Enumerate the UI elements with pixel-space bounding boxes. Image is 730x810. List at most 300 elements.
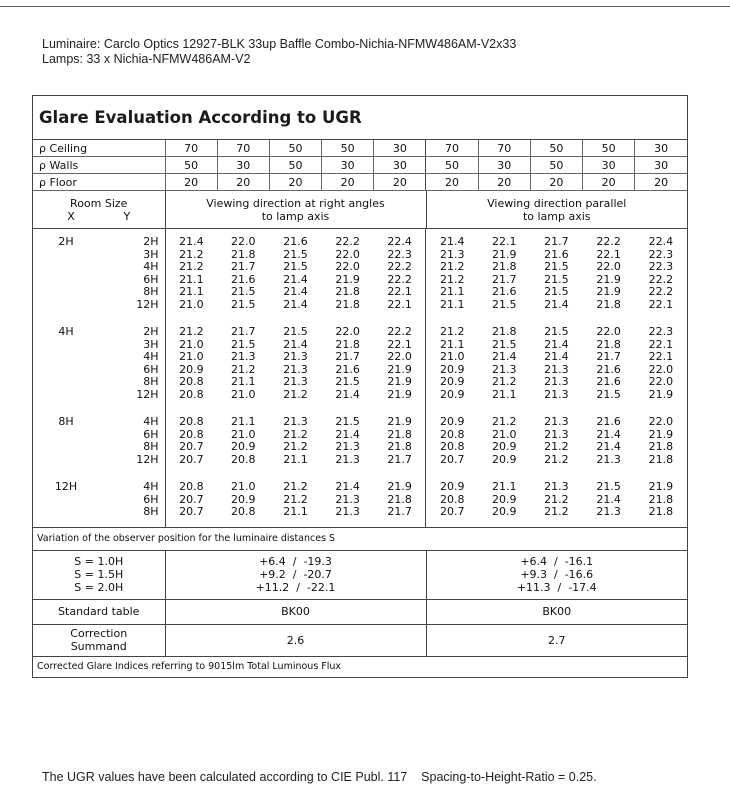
- ugr-value: 22.1: [648, 337, 674, 351]
- table-row: [33, 319, 687, 339]
- table-row: [33, 261, 687, 274]
- ugr-value: 22.2: [596, 235, 621, 248]
- ugr-value: 22.3: [648, 325, 674, 338]
- spacing-value: +6.4 / -19.3: [259, 555, 332, 568]
- ugr-value: 21.2: [179, 260, 204, 273]
- ugr-value: 21.0: [179, 297, 204, 311]
- ugr-value: 21.6: [596, 375, 621, 388]
- ugr-value: 21.0: [179, 337, 204, 351]
- ugr-value: 21.0: [491, 427, 517, 441]
- table-row: [33, 429, 687, 442]
- ugr-value: 21.4: [335, 427, 360, 441]
- view-parallel-line1: Viewing direction parallel: [487, 196, 627, 210]
- ugr-value: 21.2: [179, 247, 204, 261]
- ugr-value: 21.3: [283, 362, 308, 376]
- reflectance-value: 50: [583, 140, 635, 157]
- reflectance-value: 20: [583, 174, 635, 191]
- room-x-value: [33, 364, 99, 377]
- ugr-value: 22.1: [374, 339, 426, 352]
- ugr-value: 22.3: [648, 260, 674, 273]
- room-y-value: 8H: [99, 506, 165, 527]
- ugr-value: 21.8: [231, 247, 256, 261]
- ugr-value: 21.5: [231, 297, 256, 311]
- reflectance-value: 70: [426, 140, 478, 157]
- table-row: [33, 506, 687, 527]
- ugr-value: 21.1: [231, 375, 256, 388]
- ugr-value: 21.4: [179, 235, 204, 248]
- room-y-value: 4H: [99, 474, 165, 494]
- room-x-value: 2H: [58, 235, 74, 248]
- ugr-value: 22.0: [596, 325, 621, 338]
- room-y-value: 12H: [99, 454, 165, 475]
- spacing-label: S = 1.5H: [74, 568, 124, 581]
- reflectance-table: [33, 140, 687, 191]
- ugr-value: 21.3: [440, 247, 465, 261]
- room-y-value: 6H: [99, 429, 165, 442]
- ugr-value: 20.8: [231, 505, 256, 518]
- ugr-value: 21.9: [374, 389, 426, 410]
- ugr-value: 21.2: [283, 492, 308, 506]
- ugr-value: 21.3: [544, 387, 569, 401]
- ugr-value: 22.0: [648, 415, 674, 428]
- table-row: [33, 286, 687, 299]
- ugr-value: 20.7: [440, 505, 465, 518]
- ugr-value: 21.5: [596, 480, 621, 493]
- reflectance-row: [33, 174, 687, 191]
- ugr-value: 21.9: [596, 272, 621, 286]
- ugr-value: 21.2: [544, 505, 569, 518]
- standard-parallel: BK00: [426, 599, 687, 624]
- reflectance-value: 20: [165, 174, 217, 191]
- ugr-value: 20.8: [440, 440, 465, 453]
- reflectance-label: ρ Walls: [33, 157, 165, 174]
- ugr-value: 21.9: [374, 364, 426, 377]
- reflectance-row: [33, 140, 687, 157]
- ugr-value: 21.4: [335, 387, 360, 401]
- ugr-value: 20.8: [440, 492, 465, 506]
- table-row: [33, 494, 687, 507]
- spacing-value: +11.3 / -17.4: [516, 581, 597, 594]
- ugr-value: 21.1: [283, 452, 308, 466]
- ugr-value: 22.0: [335, 247, 360, 261]
- reflectance-value: 20: [530, 174, 582, 191]
- ugr-value: 21.5: [335, 415, 360, 428]
- ugr-value: 21.5: [283, 247, 308, 261]
- spacing-value: +11.2 / -22.1: [255, 581, 336, 594]
- table-row: [33, 249, 687, 262]
- table-row: [33, 474, 687, 494]
- ugr-value: 22.3: [374, 249, 426, 262]
- ugr-value: 21.4: [544, 337, 569, 351]
- lamps-line: Lamps: 33 x Nichia-NFMW486AM-V2: [42, 52, 251, 66]
- room-y-value: 2H: [99, 319, 165, 339]
- reflectance-value: 50: [165, 157, 217, 174]
- ugr-value: 20.8: [440, 427, 465, 441]
- room-y-value: 8H: [99, 286, 165, 299]
- reflectance-value: 50: [530, 140, 582, 157]
- ugr-value: 21.7: [544, 235, 569, 248]
- ugr-value: 22.0: [374, 351, 426, 364]
- room-x-value: [33, 286, 99, 299]
- ugr-value: 21.1: [440, 297, 465, 311]
- ugr-card: [32, 95, 688, 678]
- reflectance-value: 30: [322, 157, 374, 174]
- ugr-value: 21.6: [544, 247, 569, 261]
- ugr-value: 21.1: [179, 285, 204, 298]
- ugr-value: 21.7: [596, 350, 621, 363]
- room-x-value: [33, 454, 99, 475]
- ugr-value: 21.3: [335, 440, 360, 453]
- room-y-value: 12H: [99, 389, 165, 410]
- ugr-value: 20.7: [179, 440, 204, 453]
- room-y-value: 4H: [99, 409, 165, 429]
- ugr-value: 22.0: [335, 260, 360, 273]
- ugr-value: 22.0: [648, 362, 674, 376]
- ugr-value: 21.6: [283, 235, 308, 248]
- ugr-value: 20.7: [179, 452, 204, 466]
- reflectance-value: 30: [217, 157, 269, 174]
- ugr-value: 21.2: [283, 440, 308, 453]
- reflectance-value: 20: [322, 174, 374, 191]
- ugr-value: 21.4: [283, 297, 308, 311]
- ugr-value: 21.0: [231, 387, 256, 401]
- ugr-value: 21.3: [544, 427, 569, 441]
- ugr-value: 21.3: [335, 492, 360, 506]
- ugr-value: 21.5: [544, 285, 569, 298]
- room-size-cell: [33, 191, 165, 229]
- ugr-value: 20.7: [179, 492, 204, 506]
- ugr-value: 21.5: [335, 375, 360, 388]
- ugr-value: 21.9: [491, 247, 517, 261]
- reflectance-value: 50: [426, 157, 478, 174]
- spacing-table: [33, 551, 687, 599]
- reflectance-value: 30: [374, 157, 426, 174]
- view-right-angles: [165, 191, 426, 229]
- ugr-value: 21.7: [374, 454, 426, 475]
- reflectance-value: 30: [583, 157, 635, 174]
- room-x-value: [33, 441, 99, 454]
- ugr-value: 21.4: [283, 285, 308, 298]
- ugr-value: 21.5: [544, 272, 569, 286]
- ugr-value: 20.7: [179, 505, 204, 518]
- ugr-value: 21.1: [283, 505, 308, 518]
- ugr-value: 21.2: [440, 272, 465, 286]
- ugr-value: 22.0: [648, 375, 674, 388]
- view-parallel-line2: to lamp axis: [522, 209, 591, 223]
- ugr-value: 21.9: [648, 480, 674, 493]
- room-x-value: [33, 376, 99, 389]
- ugr-value: 21.0: [440, 350, 465, 363]
- ugr-value: 21.2: [283, 387, 308, 401]
- standard-table-label: Standard table: [33, 599, 165, 624]
- ugr-value: 21.2: [283, 480, 308, 493]
- calculation-note: The UGR values have been calculated according to CIE Publ. 117 Spacing-to-Height-Ratio = 0.25.: [42, 770, 597, 784]
- ugr-value: 21.3: [544, 480, 569, 493]
- ugr-value: 21.9: [596, 285, 621, 298]
- reflectance-value: 70: [165, 140, 217, 157]
- ugr-value: 22.2: [374, 319, 426, 339]
- ugr-value: 21.4: [544, 297, 569, 311]
- room-y-value: 2H: [99, 229, 165, 249]
- top-rule: [0, 0, 730, 7]
- ugr-value: 21.2: [544, 492, 569, 506]
- ugr-value: 21.5: [491, 337, 517, 351]
- room-x-value: [33, 339, 99, 352]
- ugr-value: 21.9: [374, 474, 426, 494]
- table-row: [33, 339, 687, 352]
- ugr-value: 21.3: [335, 452, 360, 466]
- flux-footnote: Corrected Glare Indices referring to 9015lm Total Luminous Flux: [33, 656, 687, 677]
- room-y-value: 4H: [99, 351, 165, 364]
- ugr-value: 21.1: [440, 285, 465, 298]
- ugr-value: 22.1: [648, 350, 674, 363]
- room-y-value: 6H: [99, 364, 165, 377]
- ugr-value: 20.9: [231, 492, 256, 506]
- table-row: [33, 364, 687, 377]
- spacing-label: S = 2.0H: [74, 581, 124, 594]
- ugr-value: 21.2: [440, 260, 465, 273]
- ugr-value: 20.9: [491, 452, 517, 466]
- ugr-value: 21.3: [283, 375, 308, 388]
- room-x-label: X: [67, 209, 75, 223]
- table-row: [33, 409, 687, 429]
- ugr-value: 21.3: [596, 452, 621, 466]
- room-y-value: 6H: [99, 494, 165, 507]
- luminaire-header: [42, 37, 516, 67]
- room-x-value: [33, 429, 99, 442]
- ugr-value: 21.5: [231, 337, 256, 351]
- ugr-value: 21.2: [544, 440, 569, 453]
- ugr-value: 21.4: [544, 350, 569, 363]
- correction-label: [33, 624, 165, 656]
- reflectance-value: 50: [269, 157, 321, 174]
- ugr-value: 21.4: [596, 492, 621, 506]
- ugr-value: 21.3: [544, 375, 569, 388]
- ugr-value: 21.8: [374, 429, 426, 442]
- ugr-value: 20.8: [231, 452, 256, 466]
- ugr-value: 20.7: [440, 452, 465, 466]
- ugr-value: 21.9: [648, 427, 674, 441]
- table-row: [33, 351, 687, 364]
- ugr-value: 20.9: [440, 387, 465, 401]
- reflectance-value: 50: [269, 140, 321, 157]
- ugr-value: 20.9: [440, 480, 465, 493]
- ugr-value: 21.4: [596, 440, 621, 453]
- room-x-value: [33, 351, 99, 364]
- ugr-value: 21.2: [544, 452, 569, 466]
- room-y-value: 6H: [99, 274, 165, 287]
- ugr-value: 20.8: [179, 427, 204, 441]
- ugr-value: 21.8: [335, 285, 360, 298]
- ugr-value: 21.6: [596, 415, 621, 428]
- ugr-value: 21.8: [596, 297, 621, 311]
- ugr-value: 21.0: [231, 480, 256, 493]
- ugr-value: 21.0: [231, 427, 256, 441]
- ugr-value: 20.8: [179, 387, 204, 401]
- ugr-value: 21.8: [491, 325, 517, 338]
- ugr-value: 22.2: [648, 272, 674, 286]
- spacing-value: +6.4 / -16.1: [520, 555, 594, 568]
- ugr-value: 22.4: [648, 235, 674, 248]
- table-row: [33, 376, 687, 389]
- ugr-value: 21.6: [231, 272, 256, 286]
- room-y-value: 3H: [99, 339, 165, 352]
- ugr-value: 21.4: [335, 480, 360, 493]
- reflectance-row: [33, 157, 687, 174]
- room-x-value: 8H: [58, 415, 74, 428]
- ugr-value: 22.0: [335, 325, 360, 338]
- ugr-value: 22.1: [374, 299, 426, 320]
- ugr-value: 20.9: [491, 440, 517, 453]
- room-y-value: 3H: [99, 249, 165, 262]
- ugr-value: 21.4: [440, 235, 465, 248]
- ugr-value: 21.9: [648, 387, 674, 401]
- ugr-value: 21.3: [544, 415, 569, 428]
- ugr-value: 21.1: [491, 480, 517, 493]
- room-size-label: Room Size: [70, 196, 128, 210]
- ugr-value: 20.9: [440, 362, 465, 376]
- view-parallel: [426, 191, 687, 229]
- spacing-value: +9.3 / -16.6: [520, 568, 594, 581]
- standard-table: [33, 599, 687, 656]
- ugr-value: 21.4: [283, 272, 308, 286]
- ugr-value: 22.1: [491, 235, 517, 248]
- ugr-value: 21.1: [179, 272, 204, 286]
- ugr-value: 21.9: [374, 376, 426, 389]
- ugr-value: 21.8: [648, 492, 674, 506]
- reflectance-value: 30: [478, 157, 530, 174]
- ugr-value: 21.5: [544, 260, 569, 273]
- view-right-line1: Viewing direction at right angles: [206, 196, 385, 210]
- ugr-value: 22.4: [374, 229, 426, 249]
- reflectance-value: 30: [635, 140, 687, 157]
- ugr-value: 21.1: [491, 387, 517, 401]
- room-y-label: Y: [123, 209, 131, 223]
- ugr-value: 21.9: [374, 409, 426, 429]
- table-row: [33, 389, 687, 410]
- ugr-value: 21.3: [335, 505, 360, 518]
- reflectance-value: 70: [478, 140, 530, 157]
- ugr-value: 21.8: [374, 441, 426, 454]
- room-x-value: [33, 494, 99, 507]
- ugr-value: 20.8: [179, 480, 204, 493]
- reflectance-label: ρ Floor: [33, 174, 165, 191]
- spacing-labels: [33, 551, 165, 599]
- ugr-value: 21.2: [491, 375, 517, 388]
- standard-right: BK00: [165, 599, 426, 624]
- correction-label-line1: Correction: [70, 627, 128, 640]
- ugr-value: 22.1: [648, 297, 674, 311]
- ugr-value: 21.2: [440, 325, 465, 338]
- spacing-value: +9.2 / -20.7: [259, 568, 332, 581]
- card-title: Glare Evaluation According to UGR: [33, 96, 687, 140]
- ugr-value: 21.1: [231, 415, 256, 428]
- ugr-value: 21.7: [374, 506, 426, 527]
- luminaire-line: Luminaire: Carclo Optics 12927-BLK 33up Baffle Combo-Nichia-NFMW486AM-V2x33: [42, 37, 517, 51]
- ugr-value: 21.3: [544, 362, 569, 376]
- room-y-value: 12H: [99, 299, 165, 320]
- ugr-value: 21.8: [491, 260, 517, 273]
- ugr-value: 21.5: [283, 325, 308, 338]
- ugr-value: 21.0: [179, 350, 204, 363]
- room-x-value: [33, 299, 99, 320]
- room-x-value: [33, 274, 99, 287]
- ugr-value: 21.7: [231, 260, 256, 273]
- ugr-value: 21.5: [283, 260, 308, 273]
- spacing-label: S = 1.0H: [74, 555, 124, 568]
- ugr-value: 21.5: [231, 285, 256, 298]
- spacing-parallel-values: [426, 551, 687, 599]
- correction-right: 2.6: [165, 624, 426, 656]
- correction-parallel: 2.7: [426, 624, 687, 656]
- reflectance-value: 30: [635, 157, 687, 174]
- ugr-value: 20.9: [440, 375, 465, 388]
- reflectance-label: ρ Ceiling: [33, 140, 165, 157]
- ugr-value: 20.8: [179, 375, 204, 388]
- ugr-value: 21.2: [283, 427, 308, 441]
- reflectance-value: 20: [478, 174, 530, 191]
- ugr-value: 22.2: [374, 274, 426, 287]
- ugr-value: 20.9: [491, 505, 517, 518]
- ugr-value: 21.8: [374, 494, 426, 507]
- ugr-value: 21.6: [491, 285, 517, 298]
- table-row: [33, 229, 687, 249]
- reflectance-value: 70: [217, 140, 269, 157]
- ugr-value: 20.8: [179, 415, 204, 428]
- ugr-value: 21.3: [231, 350, 256, 363]
- table-row: [33, 454, 687, 475]
- ugr-value: 21.4: [283, 337, 308, 351]
- ugr-value: 21.4: [491, 350, 517, 363]
- ugr-value: 21.4: [596, 427, 621, 441]
- ugr-value: 22.1: [596, 247, 621, 261]
- ugr-value: 20.9: [491, 492, 517, 506]
- ugr-value: 21.2: [179, 325, 204, 338]
- ugr-value: 21.5: [544, 325, 569, 338]
- room-x-value: [33, 261, 99, 274]
- ugr-value: 20.9: [440, 415, 465, 428]
- table-row: [33, 441, 687, 454]
- room-x-value: [33, 506, 99, 527]
- ugr-value: 21.8: [335, 297, 360, 311]
- ugr-value: 21.3: [491, 362, 517, 376]
- room-y-value: 8H: [99, 376, 165, 389]
- ugr-value: 22.2: [374, 261, 426, 274]
- ugr-value: 21.7: [491, 272, 517, 286]
- ugr-value: 21.1: [440, 337, 465, 351]
- view-right-line2: to lamp axis: [261, 209, 330, 223]
- ugr-value: 22.0: [596, 260, 621, 273]
- room-x-value: 12H: [54, 480, 78, 493]
- ugr-value: 21.8: [335, 337, 360, 351]
- reflectance-value: 20: [426, 174, 478, 191]
- room-x-value: 4H: [58, 325, 74, 338]
- ugr-value: 21.2: [491, 415, 517, 428]
- ugr-value: 22.3: [648, 247, 674, 261]
- reflectance-value: 20: [374, 174, 426, 191]
- reflectance-value: 20: [269, 174, 321, 191]
- ugr-value: 21.3: [596, 505, 621, 518]
- ugr-value: 21.3: [283, 415, 308, 428]
- room-y-value: 8H: [99, 441, 165, 454]
- spacing-right-values: [165, 551, 426, 599]
- ugr-value: 20.9: [231, 440, 256, 453]
- reflectance-value: 20: [217, 174, 269, 191]
- ugr-value: 22.1: [374, 286, 426, 299]
- correction-label-line2: Summand: [70, 640, 127, 653]
- ugr-data-table: [33, 229, 687, 527]
- ugr-value: 22.2: [648, 285, 674, 298]
